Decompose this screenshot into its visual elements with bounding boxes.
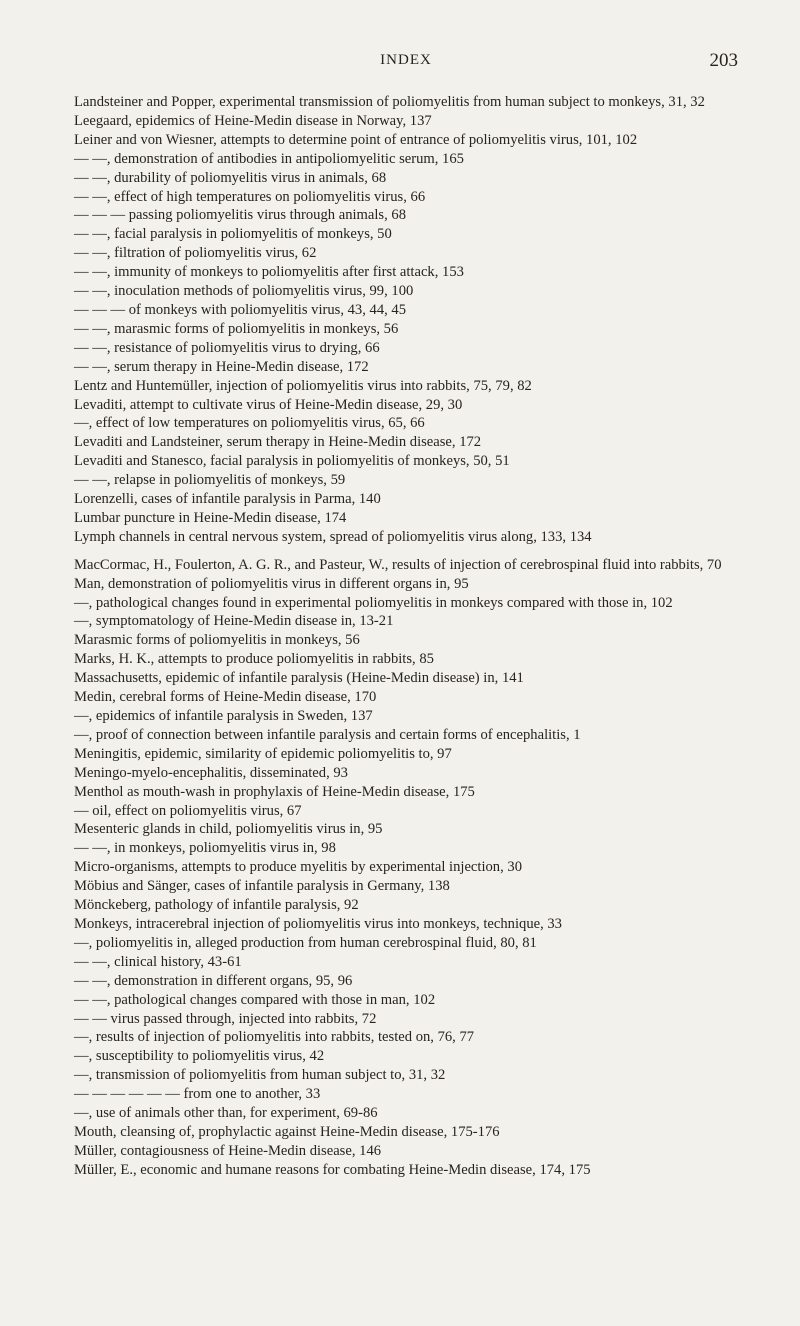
index-entry: — —, resistance of poliomyelitis virus to drying, 66 [74,339,380,356]
index-entry: — —, serum therapy in Heine-Medin disease, 172 [74,358,369,375]
index-entry: Müller, E., economic and humane reasons for combating Heine-Medin disease, 174, 175 [74,1161,591,1178]
index-entry: Lorenzelli, cases of infantile paralysis in Parma, 140 [74,491,381,508]
index-entry: Levaditi, attempt to cultivate virus of Heine-Medin disease, 29, 30 [74,396,463,413]
index-entry: Leegaard, epidemics of Heine-Medin disease in Norway, 137 [74,112,432,129]
index-entry: — —, effect of high temperatures on poliomyelitis virus, 66 [74,188,426,205]
index-entry: — oil, effect on poliomyelitis virus, 67 [74,802,302,819]
index-entry: —, epidemics of infantile paralysis in Sweden, 137 [74,708,373,724]
index-entry: — —, in monkeys, poliomyelitis virus in, 98 [74,840,336,857]
index-entry: Monkeys, intracerebral injection of poliomyelitis virus into monkeys, technique, 33 [74,915,562,932]
index-entry: — —, demonstration of antibodies in antipoliomyelitic serum, 165 [74,150,464,167]
index-entry: —, poliomyelitis in, alleged production from human cerebrospinal fluid, 80, 81 [74,934,537,951]
index-entry: Mesenteric glands in child, poliomyelitis virus in, 95 [74,821,383,838]
index-entry: —, transmission of poliomyelitis from human subject to, 31, 32 [74,1067,446,1084]
index-entries [74,93,738,1180]
index-entry: Leiner and von Wiesner, attempts to determine point of entrance of poliomyelitis virus, 101, 102 [74,131,638,148]
index-entry: Mouth, cleansing of, prophylactic against Heine-Medin disease, 175-176 [74,1123,500,1140]
index-entry: — —, durability of poliomyelitis virus in animals, 68 [74,169,387,186]
index-entry: — — virus passed through, injected into rabbits, 72 [74,1010,377,1027]
index-entry: —, effect of low temperatures on poliomyelitis virus, 65, 66 [74,415,425,432]
index-entry: Medin, cerebral forms of Heine-Medin disease, 170 [74,689,377,706]
index-entry: —, use of animals other than, for experiment, 69-86 [74,1105,378,1122]
index-entry: — —, inoculation methods of poliomyelitis virus, 99, 100 [74,283,414,300]
index-entry: Micro-organisms, attempts to produce myelitis by experimental injection, 30 [74,859,522,876]
index-entry: Lumbar puncture in Heine-Medin disease, 174 [74,509,347,526]
index-entry: —, results of injection of poliomyelitis into rabbits, tested on, 76, 77 [74,1029,475,1046]
index-entry: Lymph channels in central nervous system, spread of poliomyelitis virus along, 133, 134 [74,528,592,545]
index-entry: — —, relapse in poliomyelitis of monkeys, 59 [74,472,346,489]
index-entry: —, proof of connection between infantile paralysis and certain forms of encephalitis, 1 [74,726,581,743]
index-entry: — — — — — — from one to another, 33 [74,1086,321,1103]
index-entry: —, symptomatology of Heine-Medin disease in, 13-21 [74,613,394,630]
index-entry: Marks, H. K., attempts to produce poliomyelitis in rabbits, 85 [74,651,434,668]
index-entry: — —, filtration of poliomyelitis virus, 62 [74,245,317,262]
index-entry: Landsteiner and Popper, experimental transmission of poliomyelitis from human subject to monkeys, 31, 32 [74,94,705,110]
index-entry: Meningitis, epidemic, similarity of epidemic poliomyelitis to, 97 [74,745,452,762]
index-entry: — — — passing poliomyelitis virus through animals, 68 [74,207,406,224]
index-entry: Levaditi and Stanesco, facial paralysis in poliomyelitis of monkeys, 50, 51 [74,453,510,470]
running-head [74,50,738,76]
index-entry: — —, immunity of monkeys to poliomyelitis after first attack, 153 [74,264,464,281]
index-entry: —, susceptibility to poliomyelitis virus, 42 [74,1048,325,1065]
page-number: 203 [709,50,738,71]
index-entry: —, pathological changes found in experimental poliomyelitis in monkeys compared with those in, 102 [74,594,673,611]
index-entry: Lentz and Huntemüller, injection of poliomyelitis virus into rabbits, 75, 79, 82 [74,377,532,394]
index-entry: — —, demonstration in different organs, 95, 96 [74,972,353,989]
index-entry: — —, pathological changes compared with those in man, 102 [74,991,436,1008]
index-entry: — — — of monkeys with poliomyelitis virus, 43, 44, 45 [74,301,407,318]
index-entry: — —, facial paralysis in poliomyelitis of monkeys, 50 [74,226,392,243]
index-entry: Möbius and Sänger, cases of infantile paralysis in Germany, 138 [74,878,450,895]
index-entry: Menthol as mouth-wash in prophylaxis of Heine-Medin disease, 175 [74,783,475,800]
index-entry: Levaditi and Landsteiner, serum therapy in Heine-Medin disease, 172 [74,434,482,451]
index-entry: Mönckeberg, pathology of infantile paralysis, 92 [74,897,359,914]
index-entry: Man, demonstration of poliomyelitis virus in different organs in, 95 [74,575,469,592]
index-entry: — —, marasmic forms of poliomyelitis in monkeys, 56 [74,320,399,337]
index-entry: Marasmic forms of poliomyelitis in monkeys, 56 [74,632,360,649]
index-entry: — —, clinical history, 43-61 [74,953,242,970]
index-entry: Massachusetts, epidemic of infantile paralysis (Heine-Medin disease) in, 141 [74,670,524,687]
index-entry: MacCormac, H., Foulerton, A. G. R., and Pasteur, W., results of injection of cerebrospinal fluid into rabbits, 70 [74,556,722,573]
page-title: INDEX [380,52,432,68]
index-entry: Müller, contagiousness of Heine-Medin disease, 146 [74,1142,382,1159]
index-entry: Meningo-myelo-encephalitis, disseminated, 93 [74,764,348,781]
